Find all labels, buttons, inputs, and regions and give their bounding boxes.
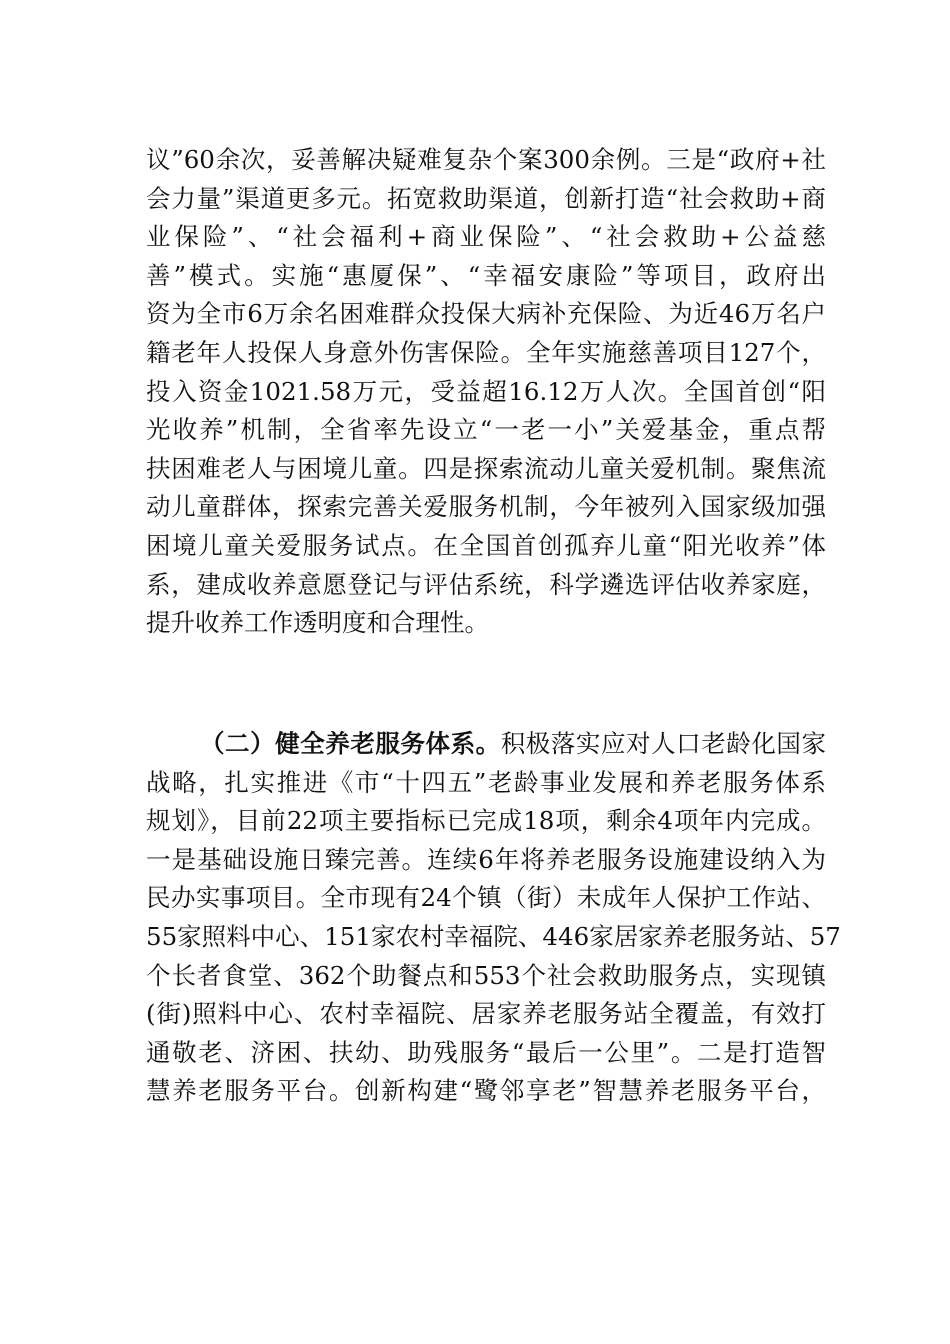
text-line: 资为全市6万余名困难群众投保大病补充保险、为近46万名户 bbox=[146, 299, 826, 329]
text-line-rest: 积极落实应对人口老龄化国家 bbox=[500, 729, 826, 758]
text-line: 提升收养工作透明度和合理性。 bbox=[146, 608, 489, 638]
section-heading: （二）健全养老服务体系。 bbox=[200, 729, 501, 758]
text-line: 一是基础设施日臻完善。连续6年将养老服务设施建设纳入为 bbox=[146, 844, 826, 874]
paragraph-elderly-care bbox=[146, 725, 841, 1111]
text-line: 籍老年人投保人身意外伤害保险。全年实施慈善项目127个， bbox=[146, 337, 826, 367]
text-line: 系，建成收养意愿登记与评估系统，科学遴选评估收养家庭， bbox=[146, 569, 826, 599]
text-line: 民办实事项目。全市现有24个镇（街）未成年人保护工作站、 bbox=[146, 883, 826, 913]
text-line: 规划》，目前22项主要指标已完成18项，剩余4项年内完成。 bbox=[146, 806, 826, 836]
text-line: 困境儿童关爱服务试点。在全国首创孤弃儿童“阳光收养”体 bbox=[146, 530, 826, 560]
text-line: 战略，扎实推进《市“十四五”老龄事业发展和养老服务体系 bbox=[146, 767, 826, 797]
text-line: 扶困难老人与困境儿童。四是探索流动儿童关爱机制。聚焦流 bbox=[146, 453, 826, 483]
text-line: 投入资金1021.58万元，受益超16.12万人次。全国首创“阳 bbox=[146, 376, 826, 406]
paragraph-first-line bbox=[146, 725, 826, 764]
text-line: 善”模式。实施“惠厦保”、“幸福安康险”等项目，政府出 bbox=[146, 260, 826, 290]
text-line: 55家照料中心、151家农村幸福院、446家居家养老服务站、57 bbox=[146, 921, 841, 951]
text-line: (街)照料中心、农村幸福院、居家养老服务站全覆盖，有效打 bbox=[146, 999, 826, 1029]
text-line: 会力量”渠道更多元。拓宽救助渠道，创新打造“社会救助+商 bbox=[146, 183, 826, 213]
text-line: 动儿童群体，探索完善关爱服务机制，今年被列入国家级加强 bbox=[146, 492, 826, 522]
text-line: 光收养”机制，全省率先设立“一老一小”关爱基金，重点帮 bbox=[146, 415, 826, 445]
text-line: 业保险”、“社会福利+商业保险”、“社会救助+公益慈 bbox=[146, 222, 826, 252]
text-line: 个长者食堂、362个助餐点和553个社会救助服务点，实现镇 bbox=[146, 960, 826, 990]
paragraph-social-assistance bbox=[146, 141, 826, 643]
text-line: 通敬老、济困、扶幼、助残服务“最后一公里”。二是打造智 bbox=[146, 1037, 826, 1067]
text-line: 议”60余次，妥善解决疑难复杂个案300余例。三是“政府+社 bbox=[146, 145, 826, 174]
text-line: 慧养老服务平台。创新构建“鹭邻享老”智慧养老服务平台， bbox=[146, 1076, 826, 1106]
